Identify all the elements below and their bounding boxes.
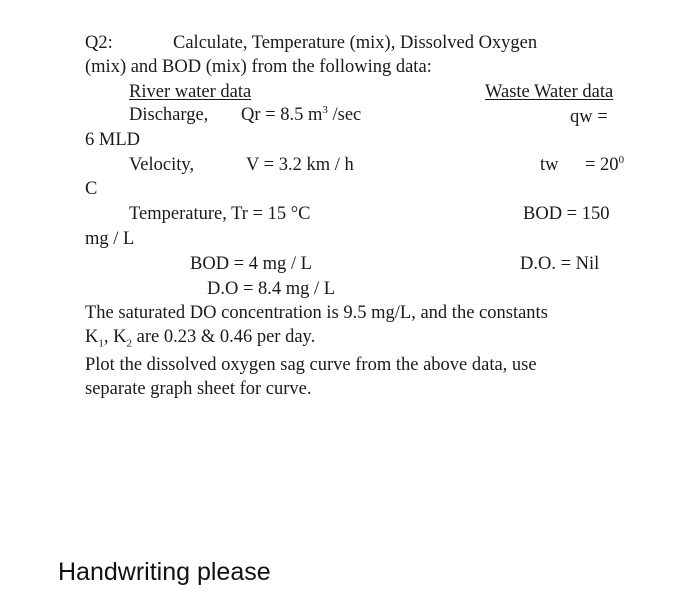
discharge-value: Qr = 8.5 $m^3$ /sec	[241, 103, 362, 125]
tw-label: tw	[540, 155, 559, 175]
tw-unit: C	[85, 179, 98, 199]
velocity-label: Velocity,	[129, 155, 195, 175]
qw-value: 6 MLD	[85, 130, 140, 150]
discharge-label: Discharge,	[129, 105, 209, 125]
instruction-line-2: separate graph sheet for curve.	[85, 379, 312, 399]
waste-bod-unit: mg / L	[85, 229, 135, 249]
question-number: Q2:	[85, 33, 113, 53]
tw-value: = $20^0$	[585, 153, 625, 175]
velocity-value: V = 3.2 km / h	[246, 155, 354, 175]
instruction-line-1: Plot the dissolved oxygen sag curve from the above data, use	[85, 355, 537, 375]
waste-do: D.O. = Nil	[520, 254, 600, 274]
river-temperature: Temperature, Tr = 15 °C	[129, 204, 311, 224]
question-line-1: Calculate, Temperature (mix), Dissolved Oxygen	[173, 33, 538, 53]
constants-line-2: $K_1$, $K_2$ are 0.23 & 0.46 per day.	[85, 327, 316, 350]
qw-label: qw =	[570, 107, 608, 127]
waste-bod: BOD = 150	[523, 204, 610, 224]
river-water-heading: River water data	[129, 82, 252, 102]
handwriting-request: Handwriting please	[58, 558, 271, 586]
river-do: D.O = 8.4 mg / L	[207, 279, 336, 299]
constants-line-1: The saturated DO concentration is 9.5 mg/L, and the constants	[85, 303, 548, 323]
waste-water-heading: Waste Water data	[485, 82, 614, 102]
question-line-2: (mix) and BOD (mix) from the following data:	[85, 57, 432, 77]
river-bod: BOD = 4 mg / L	[190, 254, 312, 274]
